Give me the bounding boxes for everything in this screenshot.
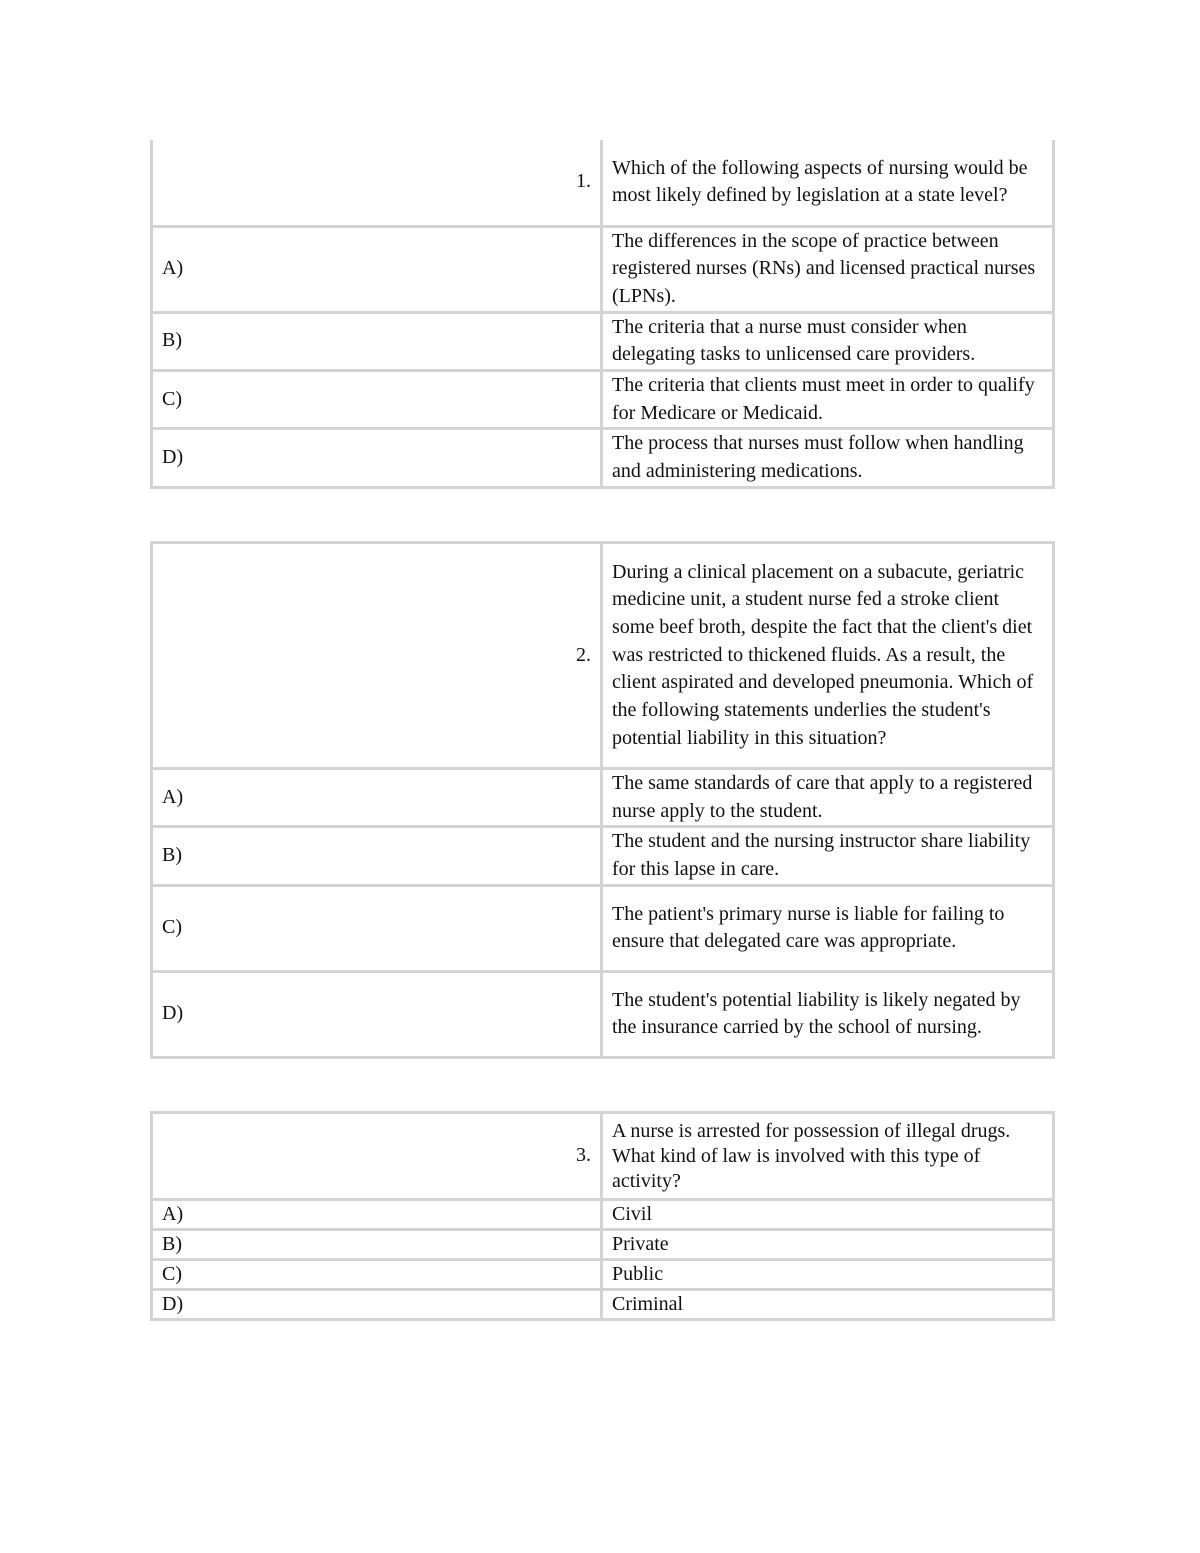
option-label: A) [152,1200,602,1230]
option-text: Criminal [602,1290,1054,1320]
option-row-b [152,1230,1054,1260]
question-table-1 [150,140,1055,489]
question-number: 2. [152,543,602,769]
option-text: Civil [602,1200,1054,1230]
option-row-b [152,827,1054,885]
option-row-c [152,885,1054,971]
option-label: C) [152,1260,602,1290]
option-row-a [152,1200,1054,1230]
question-table-2 [150,541,1055,1059]
question-row [152,543,1054,769]
option-label: D) [152,1290,602,1320]
option-label: D) [152,971,602,1057]
question-row [152,1113,1054,1200]
option-row-d [152,1290,1054,1320]
question-table-3 [150,1111,1055,1321]
question-row [152,140,1054,226]
option-text: The student's potential liability is likely negated by the insurance carried by the school of nursing. [602,971,1054,1057]
option-label: B) [152,312,602,370]
question-number: 3. [152,1113,602,1200]
option-text: Private [602,1230,1054,1260]
option-label: D) [152,429,602,487]
option-label: B) [152,1230,602,1260]
option-row-a [152,226,1054,312]
option-text: The process that nurses must follow when handling and administering medications. [602,429,1054,487]
option-row-b [152,312,1054,370]
question-text: A nurse is arrested for possession of illegal drugs. What kind of law is involved with this type of activity? [602,1113,1054,1200]
option-text: The patient's primary nurse is liable for failing to ensure that delegated care was appropriate. [602,885,1054,971]
option-row-d [152,971,1054,1057]
question-text: Which of the following aspects of nursing would be most likely defined by legislation at a state level? [602,140,1054,226]
option-label: C) [152,885,602,971]
option-label: A) [152,769,602,827]
option-text: The criteria that a nurse must consider when delegating tasks to unlicensed care providers. [602,312,1054,370]
option-text: The same standards of care that apply to a registered nurse apply to the student. [602,769,1054,827]
option-row-c [152,371,1054,429]
question-text: During a clinical placement on a subacute, geriatric medicine unit, a student nurse fed a stroke client some beef broth, despite the fact that the client's diet was restricted to thickened fluids. As a result, the client aspirated and developed pneumonia. Which of the following statements underlies the student's potential liability in this situation? [602,543,1054,769]
option-label: B) [152,827,602,885]
option-text: Public [602,1260,1054,1290]
option-text: The criteria that clients must meet in order to qualify for Medicare or Medicaid. [602,371,1054,429]
option-row-a [152,769,1054,827]
option-text: The student and the nursing instructor share liability for this lapse in care. [602,827,1054,885]
question-number: 1. [152,140,602,226]
option-text: The differences in the scope of practice between registered nurses (RNs) and licensed practical nurses (LPNs). [602,226,1054,312]
option-label: C) [152,371,602,429]
option-row-d [152,429,1054,487]
option-label: A) [152,226,602,312]
option-row-c [152,1260,1054,1290]
